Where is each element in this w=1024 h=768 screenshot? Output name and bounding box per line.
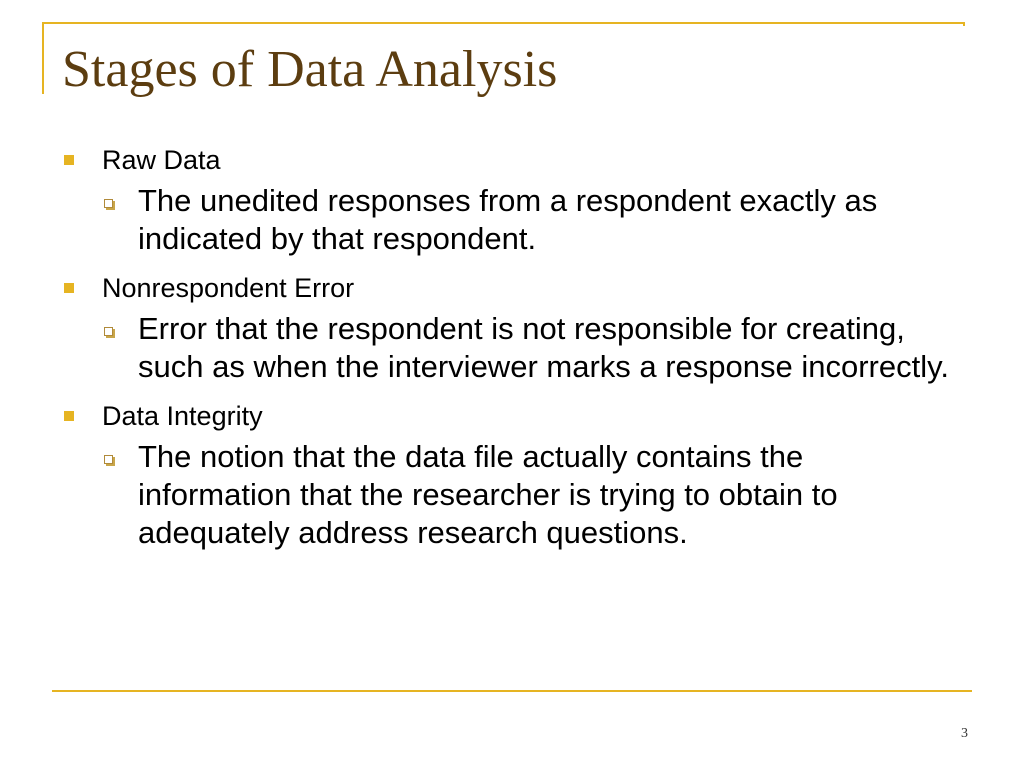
filled-square-bullet-icon [64,155,74,165]
filled-square-bullet-icon [64,411,74,421]
definition-data-integrity [62,438,962,552]
hollow-square-bullet-icon [104,327,113,336]
term-label: Data Integrity [102,401,263,431]
definition-raw-data [62,182,962,258]
term-label: Nonrespondent Error [102,273,355,303]
filled-square-bullet-icon [64,283,74,293]
definition-text: The notion that the data file actually contains the information that the researcher is trying to obtain to adequately address research questions. [138,439,838,550]
definition-nonrespondent-error [62,310,962,386]
definition-text: The unedited responses from a respondent exactly as indicated by that respondent. [138,183,878,256]
bullet-list [62,140,962,562]
list-item-raw-data [62,140,962,180]
term-label: Raw Data [102,145,221,175]
right-frame-tick [963,22,965,26]
list-item-nonrespondent-error [62,268,962,308]
page-number: 3 [961,726,968,741]
definition-text: Error that the respondent is not responsible for creating, such as when the interviewer marks a response incorrectly. [138,311,949,384]
top-frame-line [42,22,964,24]
footer-divider [52,690,972,692]
slide-title: Stages of Data Analysis [62,41,558,98]
list-item-data-integrity [62,396,962,436]
hollow-square-bullet-icon [104,199,113,208]
hollow-square-bullet-icon [104,455,113,464]
left-frame-line [42,22,44,94]
